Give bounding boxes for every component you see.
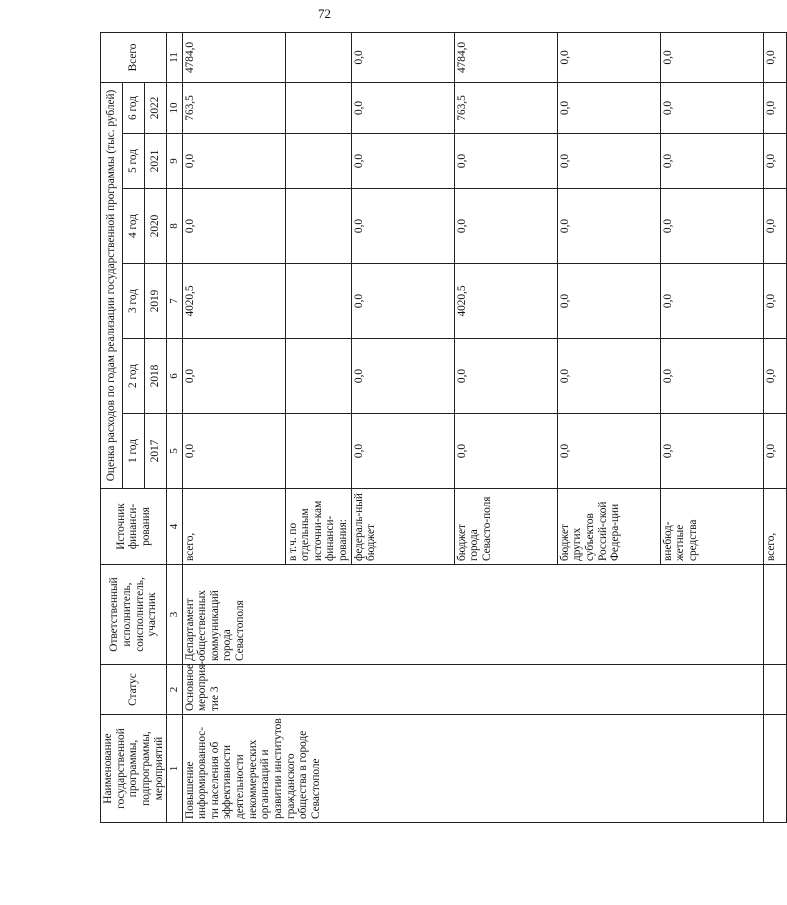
value-cell: 0,0 [763, 264, 786, 339]
column-number-row [167, 32, 182, 822]
value-cell: 0,0 [557, 189, 660, 264]
value-cell: 0,0 [182, 339, 285, 414]
header-source: Источник финанси-рования [101, 489, 167, 565]
value-cell: 0,0 [763, 339, 786, 414]
source-cell: федераль-ный бюджет [351, 489, 454, 565]
value-cell: 0,0 [351, 134, 454, 189]
source-cell: бюджет других субъектов Россий-ской Федера-ции [557, 489, 660, 565]
value-cell: 763,5 [454, 82, 557, 133]
column-number: 11 [167, 32, 182, 82]
value-cell: 0,0 [557, 82, 660, 133]
value-cell: 0,0 [557, 264, 660, 339]
value-cell: 0,0 [763, 414, 786, 489]
column-number: 7 [167, 264, 182, 339]
value-cell: 0,0 [351, 82, 454, 133]
value-cell: 4784,0 [182, 32, 285, 82]
value-cell: 0,0 [351, 189, 454, 264]
column-number: 4 [167, 489, 182, 565]
header-year: 2021 [145, 134, 167, 189]
header-year-label: 5 год [123, 134, 145, 189]
column-number: 1 [167, 715, 182, 823]
value-cell: 4020,5 [454, 264, 557, 339]
value-cell: 0,0 [454, 134, 557, 189]
value-cell [285, 339, 351, 414]
source-cell: внебюд-жетные средства [660, 489, 763, 565]
value-cell: 0,0 [557, 339, 660, 414]
table-row [763, 32, 786, 822]
page-number: 72 [318, 6, 331, 21]
value-cell [285, 82, 351, 133]
header-executor: Ответственный исполнитель, соисполнитель, участник [101, 565, 167, 665]
value-cell: 0,0 [557, 414, 660, 489]
value-cell: 0,0 [660, 32, 763, 82]
value-cell: 0,0 [454, 189, 557, 264]
status-cell: Основное мероприя-тие 3 [182, 665, 763, 715]
column-number: 5 [167, 414, 182, 489]
value-cell: 0,0 [557, 32, 660, 82]
executor-cell [763, 565, 786, 665]
value-cell: 0,0 [763, 32, 786, 82]
table-row [182, 32, 285, 822]
header-year-label: 4 год [123, 189, 145, 264]
header-year: 2017 [145, 414, 167, 489]
rotated-table-content [100, 33, 777, 823]
source-cell: бюджет города Севасто-поля [454, 489, 557, 565]
column-number: 10 [167, 82, 182, 133]
executor-cell: Департамент общественных коммуникаций города Севастополя [182, 565, 763, 665]
header-year: 2019 [145, 264, 167, 339]
source-cell: в т.ч. по отдельным источни-кам финанси-рования: [285, 489, 351, 565]
column-number: 8 [167, 189, 182, 264]
header-year: 2018 [145, 339, 167, 414]
value-cell [285, 32, 351, 82]
value-cell: 4020,5 [182, 264, 285, 339]
value-cell: 0,0 [351, 32, 454, 82]
status-cell [763, 665, 786, 715]
value-cell: 0,0 [660, 189, 763, 264]
value-cell: 4784,0 [454, 32, 557, 82]
header-year-label: 2 год [123, 339, 145, 414]
value-cell: 0,0 [351, 339, 454, 414]
value-cell: 0,0 [763, 134, 786, 189]
column-number: 2 [167, 665, 182, 715]
value-cell: 0,0 [351, 414, 454, 489]
header-total: Всего [101, 32, 167, 82]
value-cell: 0,0 [557, 134, 660, 189]
source-cell: всего, [763, 489, 786, 565]
value-cell: 0,0 [763, 189, 786, 264]
value-cell [285, 189, 351, 264]
column-number: 9 [167, 134, 182, 189]
value-cell [285, 264, 351, 339]
expenses-table [100, 32, 787, 823]
source-cell: всего, [182, 489, 285, 565]
header-program-name: Наименование государственной программы, подпрограммы, мероприятий [101, 715, 167, 823]
value-cell: 0,0 [660, 134, 763, 189]
value-cell: 0,0 [351, 264, 454, 339]
value-cell: 0,0 [182, 134, 285, 189]
value-cell: 0,0 [454, 414, 557, 489]
value-cell: 0,0 [660, 264, 763, 339]
value-cell: 0,0 [660, 339, 763, 414]
header-year-label: 3 год [123, 264, 145, 339]
program-name-cell: Повышение информированнос-ти населения об эффективности деятельности некоммерческих организаций и развитии институтов гражданского общества в городе Севастополе [182, 715, 763, 823]
header-estimate: Оценка расходов по годам реализации государственной программы (тыс. рублей) [101, 82, 123, 488]
header-year: 2022 [145, 82, 167, 133]
value-cell: 763,5 [182, 82, 285, 133]
header-year: 2020 [145, 189, 167, 264]
column-number: 3 [167, 565, 182, 665]
rotated-table-frame [100, 33, 777, 823]
header-status: Статус [101, 665, 167, 715]
header-year-label: 6 год [123, 82, 145, 133]
value-cell: 0,0 [454, 339, 557, 414]
value-cell: 0,0 [763, 82, 786, 133]
value-cell: 0,0 [182, 414, 285, 489]
value-cell: 0,0 [660, 82, 763, 133]
value-cell: 0,0 [660, 414, 763, 489]
program-name-cell [763, 715, 786, 823]
value-cell [285, 134, 351, 189]
value-cell [285, 414, 351, 489]
column-number: 6 [167, 339, 182, 414]
value-cell: 0,0 [182, 189, 285, 264]
header-year-label: 1 год [123, 414, 145, 489]
